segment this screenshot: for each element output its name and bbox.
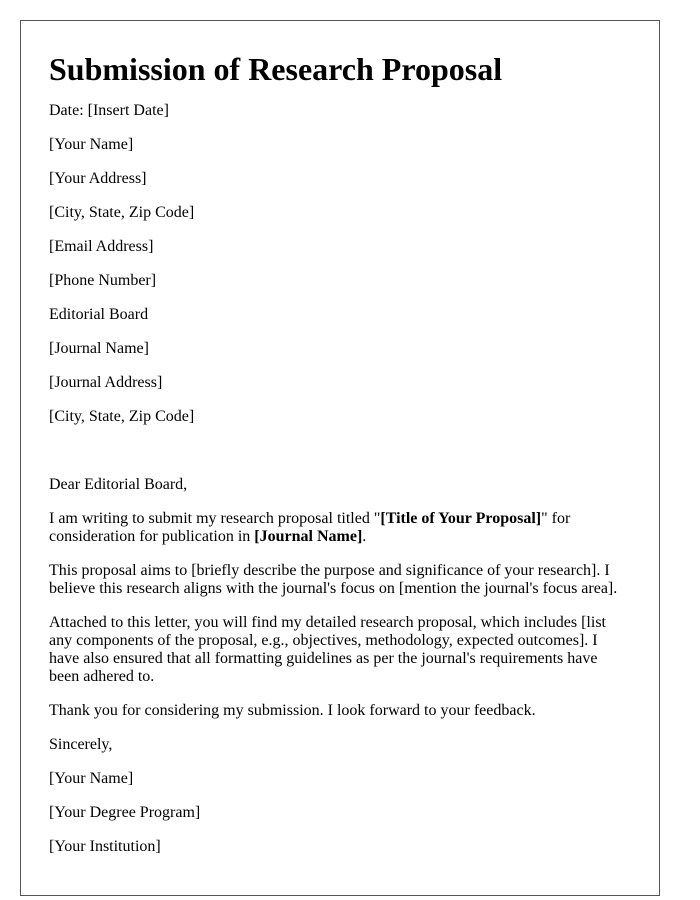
paragraph-intro	[49, 510, 631, 546]
journal-name-placeholder: [Journal Name]	[254, 528, 363, 545]
recipient-block	[49, 306, 631, 426]
sender-name: [Your Name]	[49, 136, 134, 153]
signature-block	[49, 770, 631, 856]
letter-page	[20, 20, 660, 896]
signature-name: [Your Name]	[49, 770, 134, 787]
recipient-journal-name: [Journal Name]	[49, 340, 149, 357]
proposal-title-placeholder: [Title of Your Proposal]	[380, 510, 542, 527]
date-line: Date: [Insert Date]	[49, 102, 169, 119]
paragraph-intro-part3: .	[362, 528, 367, 545]
signature-degree: [Your Degree Program]	[49, 804, 201, 821]
page-title: Submission of Research Proposal	[49, 51, 503, 87]
sender-phone: [Phone Number]	[49, 272, 157, 289]
sender-address: [Your Address]	[49, 170, 147, 187]
paragraph-intro-part2: " for consideration for publication in	[49, 510, 571, 545]
sender-email: [Email Address]	[49, 238, 154, 255]
recipient-board: Editorial Board	[49, 306, 149, 323]
paragraph-thanks: Thank you for considering my submission. I look forward to your feedback.	[49, 702, 536, 719]
salutation: Dear Editorial Board,	[49, 476, 188, 493]
sender-city: [City, State, Zip Code]	[49, 204, 195, 221]
closing: Sincerely,	[49, 736, 113, 753]
paragraph-purpose: This proposal aims to [briefly describe the purpose and significance of your research]. I believe this research aligns with the journal's focus on [mention the journal's focus area].	[49, 562, 618, 597]
paragraph-attachment: Attached to this letter, you will find my detailed research proposal, which includes [list any components of the proposal, e.g., objectives, methodology, expected outcomes]. I have also ensured that all formatting guidelines as per the journal's requirements have been adhered to.	[49, 614, 606, 685]
signature-institution: [Your Institution]	[49, 838, 161, 855]
recipient-city: [City, State, Zip Code]	[49, 408, 195, 425]
recipient-journal-address: [Journal Address]	[49, 374, 163, 391]
sender-block	[49, 102, 631, 290]
paragraph-intro-part1: I am writing to submit my research proposal titled "	[49, 510, 381, 527]
spacer	[49, 442, 631, 476]
